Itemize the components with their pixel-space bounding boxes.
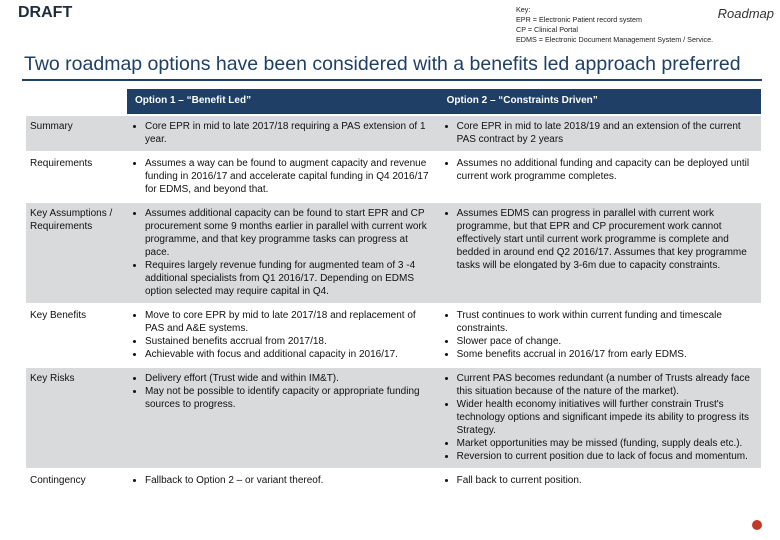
row-label: Requirements [30,158,93,169]
row-label: Key Risks [26,368,127,468]
bullet-item: • May not be possible to identify capacity or appropriate funding sources to progress. [145,385,433,411]
key-line: Key: [516,5,531,14]
bullet-list [131,207,433,298]
row-label: Contingency [30,475,86,486]
row-label: Key Benefits [30,310,87,321]
bullet-item: • Fall back to current position. [457,474,755,487]
key-line: EPR = Electronic Patient record system [516,15,643,24]
title-divider [22,79,762,81]
bullet-item: • Slower pace of change. [457,335,755,348]
bullet-item: • Some benefits accrual in 2016/17 from early EDMS. [457,348,755,361]
bullet-item: • Core EPR in mid to late 2018/19 and an extension of the current PAS contract by 2 years [457,120,755,146]
table-row [26,368,761,468]
bullet-list [443,120,755,146]
table-row [26,153,761,201]
option-2-cell [439,368,761,468]
bullet-item: • Current PAS becomes redundant (a number of Trusts already face this situation because of the nature of the market). [457,372,755,398]
option-1-cell [127,203,439,303]
bullet-item: • Delivery effort (Trust wide and within IM&T). [145,372,433,385]
bullet-list [131,157,433,196]
table-row [26,116,761,151]
footer-logo-mark [752,520,762,530]
bullet-list [443,474,755,487]
draft-label: DRAFT [18,4,73,21]
bullet-list [443,207,755,272]
bullet-item: • Assumes EDMS can progress in parallel with current work programme, but that EPR and CP procurement work cannot effectively start until current work programme is complete and bedded in around end Q2 2016/17. Assumes that key programme tasks will be elongated by 3-6m due to capacity constraints. [457,207,755,272]
bullet-list [443,157,755,183]
table-row [26,470,761,492]
key-line: CP = Clinical Portal [516,25,578,34]
table-row [26,203,761,303]
bullet-item: • Achievable with focus and additional capacity in 2016/17. [145,348,433,361]
option-1-cell [127,153,439,201]
options-table [26,87,761,494]
bullet-list [131,309,433,361]
bullet-item: • Sustained benefits accrual from 2017/18. [145,335,433,348]
bullet-list [131,120,433,146]
option-1-cell [127,116,439,151]
brand-label: Roadmap [717,6,774,21]
bullet-list [131,474,433,487]
bullet-list [443,372,755,463]
header-blank-cell [26,89,127,114]
table-row [26,305,761,366]
bullet-list [131,372,433,411]
option-1-cell [127,368,439,468]
bullet-item: • Assumes additional capacity can be found to start EPR and CP procurement some 9 months earlier in parallel with current work programme, and that key programme tasks can progress at pace. [145,207,433,259]
option-2-cell [439,305,761,366]
option-2-cell [439,153,761,201]
option-2-cell [439,470,761,492]
bullet-item: • Fallback to Option 2 – or variant thereof. [145,474,433,487]
key-legend [516,5,713,45]
bullet-item: • Assumes a way can be found to augment capacity and revenue funding in 2016/17 and accelerate capital funding in Q4 2016/17 for EDMS, and beyond that. [145,157,433,196]
page-title: Two roadmap options have been considered with a benefits led approach preferred [24,53,741,75]
column-header-option-2: Option 2 – “Constraints Driven” [439,89,761,114]
row-label: Summary [26,116,127,151]
bullet-item: • Assumes no additional funding and capacity can be deployed until current work programme completes. [457,157,755,183]
key-line: EDMS = Electronic Document Management System / Service. [516,35,714,44]
bullet-list [443,309,755,361]
bullet-item: • Market opportunities may be missed (funding, supply deals etc.). [457,437,755,450]
bullet-item: • Core EPR in mid to late 2017/18 requiring a PAS extension of 1 year. [145,120,433,146]
bullet-item: • Move to core EPR by mid to late 2017/18 and replacement of PAS and A&E systems. [145,309,433,335]
option-1-cell [127,305,439,366]
table-header-row [26,89,761,114]
bullet-item: • Wider health economy initiatives will further constrain Trust's technology options and significant impede its ability to progress its Strategy. [457,398,755,437]
row-label: Key Assumptions / Requirements [26,203,127,303]
bullet-item: • Trust continues to work within current funding and timescale constraints. [457,309,755,335]
option-2-cell [439,203,761,303]
bullet-item: • Reversion to current position due to lack of focus and momentum. [457,450,755,463]
bullet-item: • Requires largely revenue funding for augmented team of 3 -4 additional specialists from Q1 2016/17. Depending on EDMS option selected may require capital in Q4. [145,259,433,298]
option-1-cell [127,470,439,492]
option-2-cell [439,116,761,151]
column-header-option-1: Option 1 – “Benefit Led” [127,89,439,114]
